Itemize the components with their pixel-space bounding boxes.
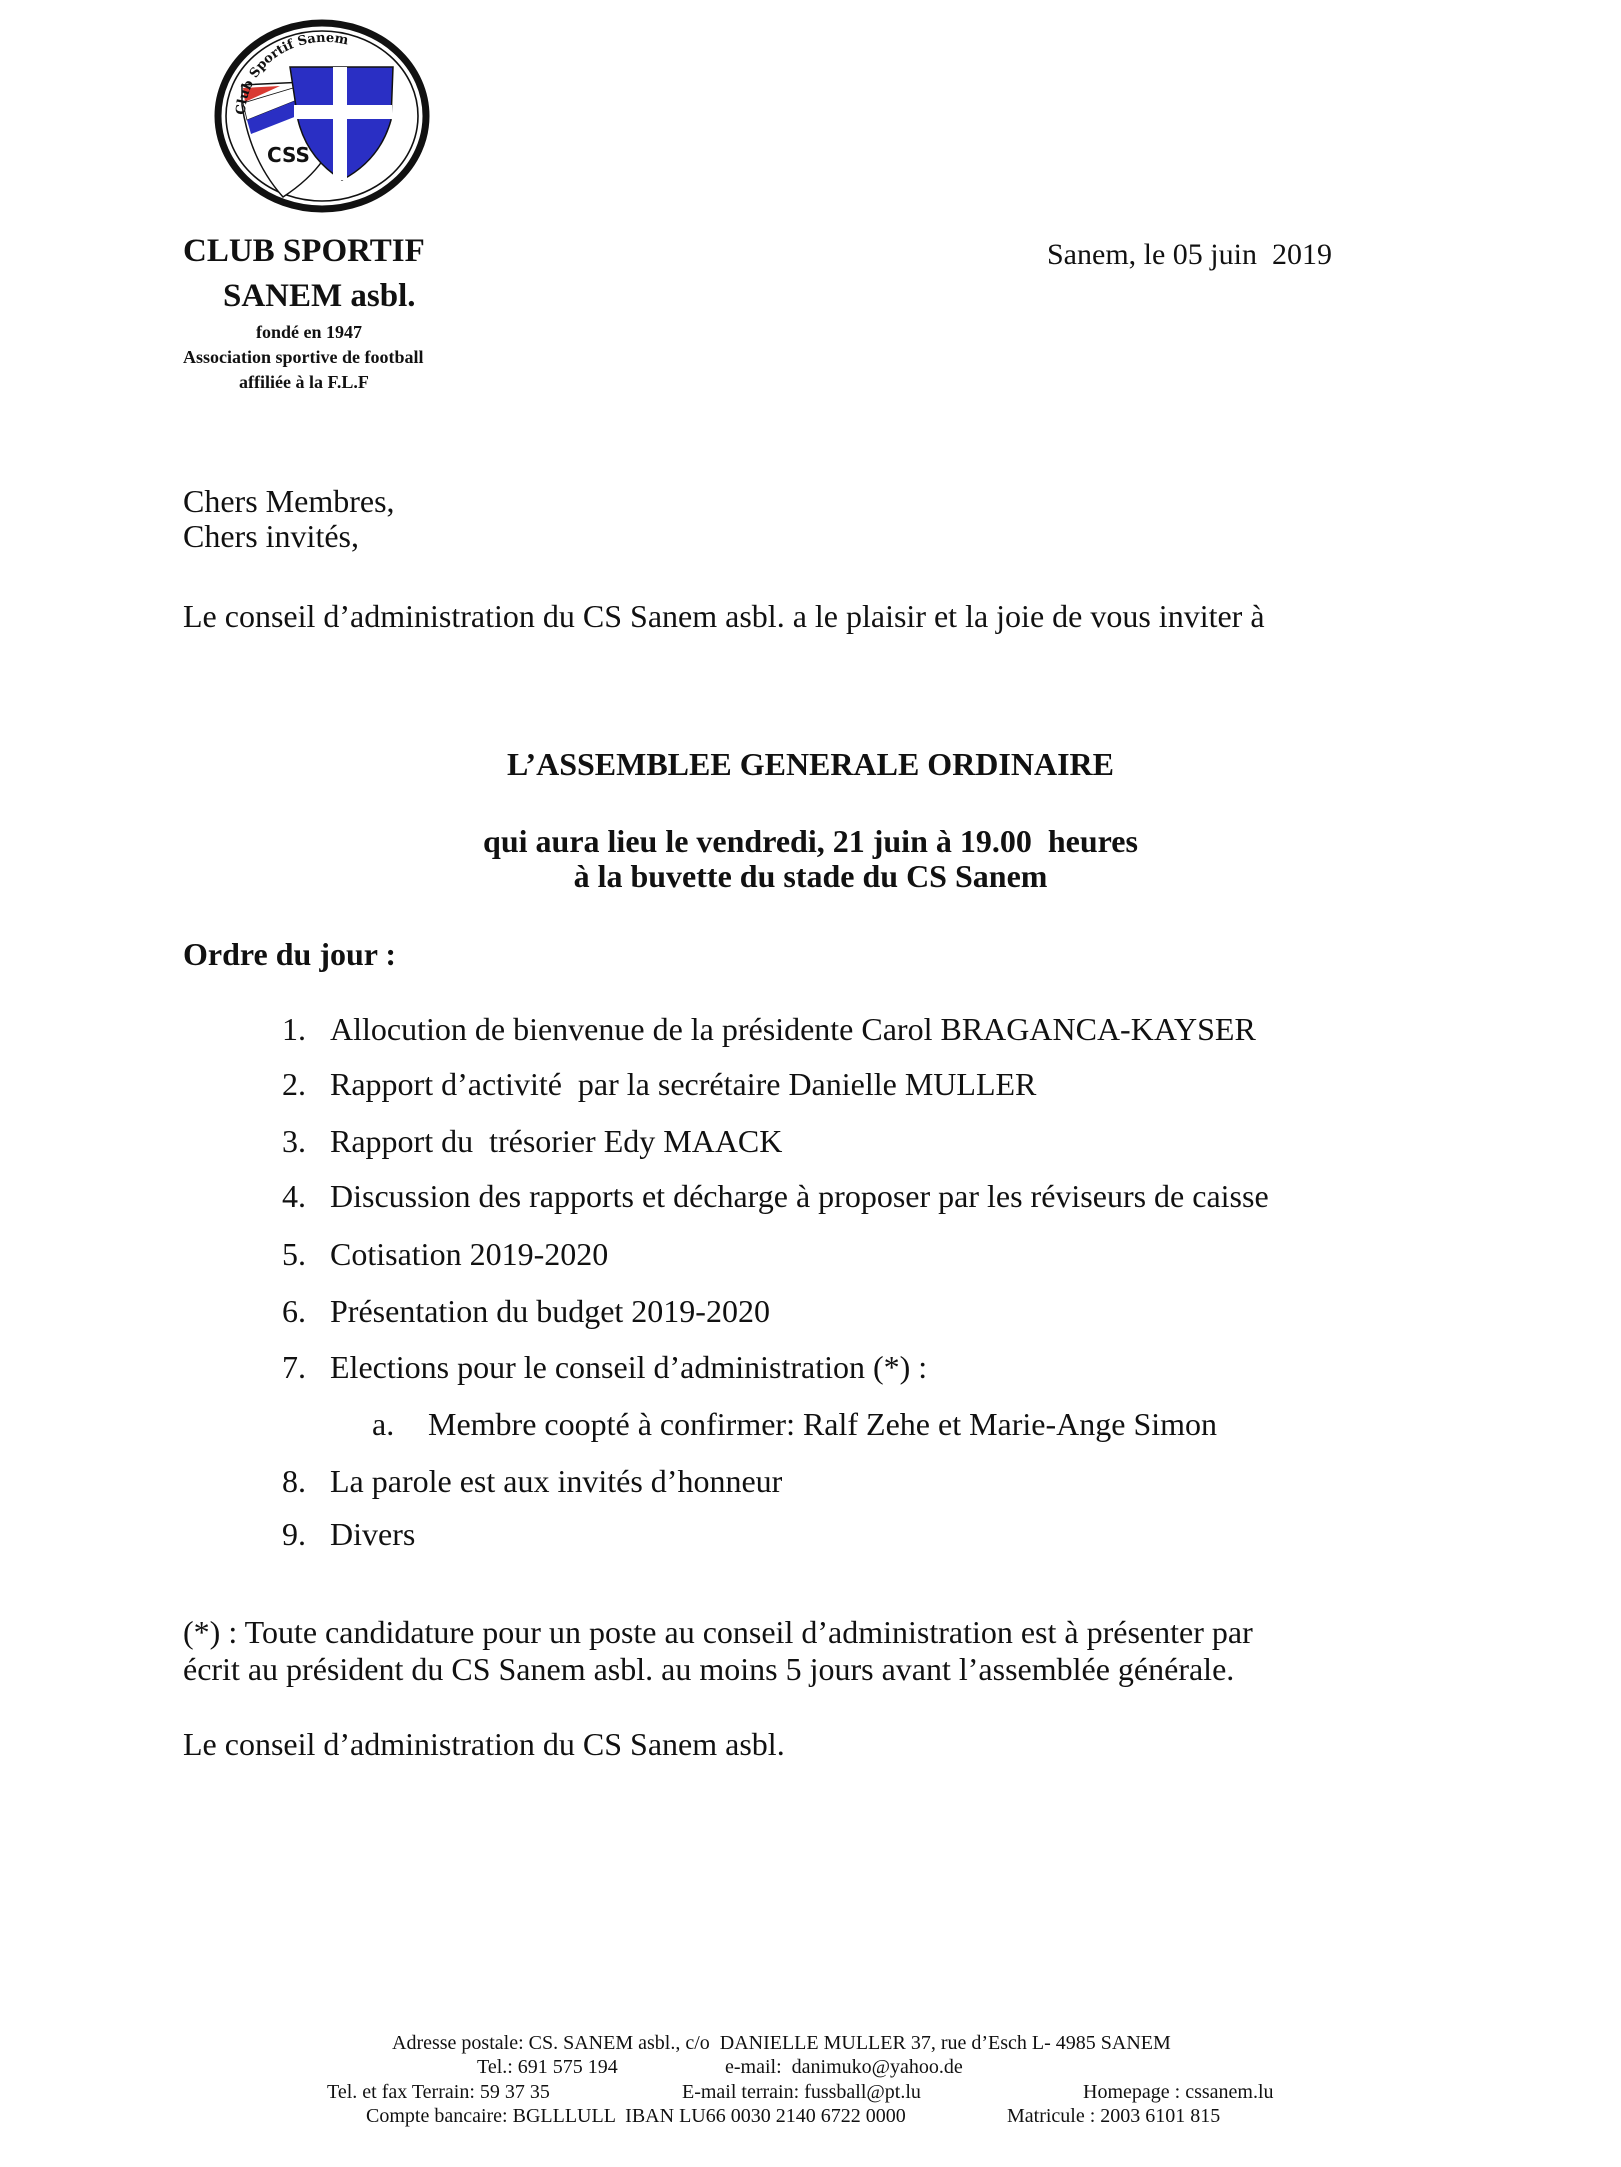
agenda-item-text: La parole est aux invités d’honneur bbox=[330, 1463, 783, 1499]
salutation-line1: Chers Membres, bbox=[183, 483, 395, 519]
footnote-line2: écrit au président du CS Sanem asbl. au moins 5 jours avant l’assemblée générale. bbox=[183, 1651, 1235, 1687]
agenda-item-text: Cotisation 2019-2020 bbox=[330, 1236, 609, 1272]
agenda-item-text: Discussion des rapports et décharge à proposer par les réviseurs de caisse bbox=[330, 1178, 1269, 1214]
agenda-item-text: Présentation du budget 2019-2020 bbox=[330, 1293, 770, 1329]
letter-date: Sanem, le 05 juin 2019 bbox=[1047, 238, 1332, 271]
agenda-item-number: 6. bbox=[282, 1293, 306, 1329]
footer-email-terrain[interactable]: E-mail terrain: fussball@pt.lu bbox=[682, 2081, 921, 2103]
event-title: L’ASSEMBLEE GENERALE ORDINAIRE bbox=[507, 746, 1114, 782]
footer-tel-fax-terrain: Tel. et fax Terrain: 59 37 35 bbox=[327, 2081, 550, 2103]
closing-signature: Le conseil d’administration du CS Sanem asbl. bbox=[183, 1726, 785, 1762]
intro-text: Le conseil d’administration du CS Sanem asbl. a le plaisir et la joie de vous inviter à bbox=[183, 598, 1265, 634]
footer-address: Adresse postale: CS. SANEM asbl., c/o DANIELLE MULLER 37, rue d’Esch L- 4985 SANEM bbox=[392, 2032, 1171, 2054]
agenda-subitem-text: Membre coopté à confirmer: Ralf Zehe et Marie-Ange Simon bbox=[428, 1406, 1218, 1442]
agenda-item-number: 2. bbox=[282, 1066, 306, 1102]
agenda-item-text: Divers bbox=[330, 1516, 416, 1552]
footer-homepage[interactable]: Homepage : cssanem.lu bbox=[1083, 2081, 1274, 2103]
agenda-item-text: Rapport du trésorier Edy MAACK bbox=[330, 1123, 783, 1159]
club-name-line1: CLUB SPORTIF bbox=[183, 233, 425, 269]
salutation-line2: Chers invités, bbox=[183, 518, 359, 554]
footer-bank-account: Compte bancaire: BGLLLULL IBAN LU66 0030 2140 6722 0000 bbox=[366, 2105, 906, 2127]
footer-matricule: Matricule : 2003 6101 815 bbox=[1007, 2105, 1221, 2127]
footer-email[interactable]: e-mail: danimuko@yahoo.de bbox=[725, 2056, 963, 2078]
event-where: à la buvette du stade du CS Sanem bbox=[573, 858, 1048, 894]
agenda-item-text: Rapport d’activité par la secrétaire Danielle MULLER bbox=[330, 1066, 1037, 1102]
agenda-item-number: 7. bbox=[282, 1349, 306, 1385]
agenda-heading: Ordre du jour : bbox=[183, 936, 397, 972]
founded-text: fondé en 1947 bbox=[256, 322, 363, 342]
club-affiliation: affiliée à la F.L.F bbox=[239, 372, 369, 392]
agenda-item-number: 3. bbox=[282, 1123, 306, 1159]
club-name-line2: SANEM asbl. bbox=[223, 278, 416, 314]
agenda-item-number: 9. bbox=[282, 1516, 306, 1552]
agenda-item-number: 4. bbox=[282, 1178, 306, 1214]
logo-ring-text: Club Sportif Sanem bbox=[233, 30, 350, 116]
event-when: qui aura lieu le vendredi, 21 juin à 19.00 heures bbox=[483, 823, 1138, 859]
logo-monogram: CSS bbox=[267, 143, 310, 167]
agenda-item-number: 5. bbox=[282, 1236, 306, 1272]
agenda-item-number: 1. bbox=[282, 1011, 306, 1047]
agenda-item-number: 8. bbox=[282, 1463, 306, 1499]
agenda-subitem-letter: a. bbox=[372, 1406, 395, 1442]
club-logo bbox=[205, 10, 445, 225]
footnote-line1: (*) : Toute candidature pour un poste au conseil d’administration est à présenter par bbox=[183, 1614, 1253, 1650]
footer-tel: Tel.: 691 575 194 bbox=[477, 2056, 618, 2078]
agenda-item-text: Allocution de bienvenue de la présidente Carol BRAGANCA-KAYSER bbox=[330, 1011, 1256, 1047]
agenda-item-text: Elections pour le conseil d’administration (*) : bbox=[330, 1349, 928, 1385]
club-description: Association sportive de football bbox=[183, 347, 424, 367]
